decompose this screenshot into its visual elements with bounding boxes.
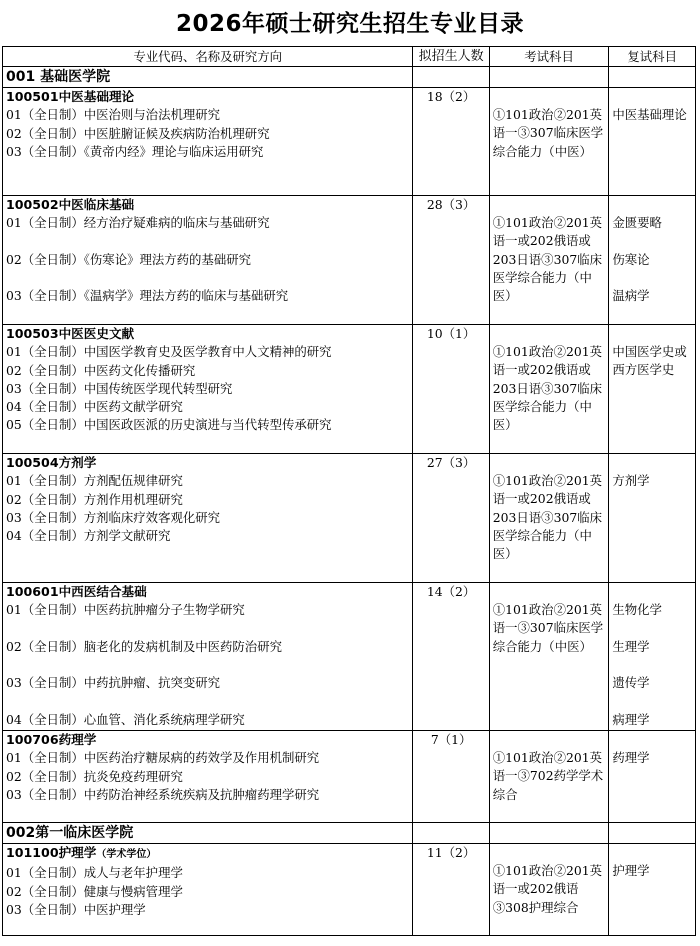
retest-item: 病理学 (612, 711, 650, 727)
direction-item: 02（全日制）《伤寒论》理法方药的基础研究 (6, 251, 251, 267)
direction-item: 02（全日制）抗炎免疫药理研究 (6, 768, 183, 784)
degree-type-note: （学术学位） (96, 849, 157, 860)
exam-subjects: ①101政治②201英语一③307临床医学综合能力（中医） (489, 583, 609, 731)
direction-item: 04（全日制）心血管、消化系统病理学研究 (6, 712, 245, 728)
retest-item: 药理学 (612, 750, 650, 765)
header-retest: 复试科目 (609, 47, 696, 67)
header-exam: 考试科目 (489, 47, 609, 67)
enrollment-count: 7（1） (413, 731, 489, 823)
direction-item: 03（全日制）《黄帝内经》理论与临床运用研究 (6, 143, 264, 159)
major-row (3, 844, 696, 936)
major-row (3, 325, 696, 454)
retest-item: 遗传学 (612, 675, 650, 691)
retest-item: 生理学 (612, 638, 650, 654)
retest-item: 中国医学史或西方医学史 (612, 344, 687, 378)
direction-item: 03（全日制）中医护理学 (6, 901, 146, 917)
major-row (3, 88, 696, 196)
direction-item: 01（全日制）中医治则与治法机理研究 (6, 107, 221, 123)
retest-subjects (609, 583, 696, 731)
retest-item: 伤寒论 (612, 251, 650, 267)
catalog-table (2, 46, 696, 936)
school-row (3, 67, 696, 88)
table-header-row (3, 47, 696, 67)
page-title: 2026年硕士研究生招生专业目录 (175, 11, 524, 37)
direction-item: 01（全日制）成人与老年护理学 (6, 865, 183, 881)
direction-item: 02（全日制）中医药文化传播研究 (6, 362, 196, 378)
direction-item: 01（全日制）中医药抗肿瘤分子生物学研究 (6, 602, 245, 618)
major-row (3, 196, 696, 325)
direction-item: 03（全日制）《温病学》理法方药的临床与基础研究 (6, 288, 289, 304)
enrollment-count: 10（1） (413, 325, 489, 454)
direction-item: 03（全日制）中国传统医学现代转型研究 (6, 380, 233, 396)
direction-item: 05（全日制）中国医政医派的历史演进与当代转型传承研究 (6, 417, 332, 433)
retest-item: 金匮要略 (612, 215, 662, 230)
exam-subjects: ①101政治②201英语一或202俄语或203日语③307临床医学综合能力（中医） (489, 325, 609, 454)
retest-item: 方剂学 (612, 473, 650, 488)
school-row (3, 823, 696, 844)
exam-subjects: ①101政治②201英语一③702药学学术综合 (489, 731, 609, 823)
exam-subjects: ①101政治②201英语一或202俄语③308护理综合 (489, 844, 609, 936)
enrollment-count: 18（2） (413, 88, 489, 196)
header-major: 专业代码、名称及研究方向 (3, 47, 413, 67)
major-row (3, 454, 696, 583)
enrollment-count: 27（3） (413, 454, 489, 583)
school-label: 001 基础医学院 (6, 69, 111, 85)
enrollment-count: 28（3） (413, 196, 489, 325)
major-code-name: 100502中医临床基础 (6, 197, 135, 212)
school-label: 002第一临床医学院 (6, 825, 134, 841)
direction-item: 03（全日制）方剂临床疗效客观化研究 (6, 509, 221, 525)
direction-item: 01（全日制）中医药治疗糖尿病的药效学及作用机制研究 (6, 750, 320, 766)
direction-item: 04（全日制）方剂学文献研究 (6, 528, 171, 544)
retest-subjects (609, 454, 696, 583)
retest-item: 温病学 (612, 288, 650, 304)
exam-subjects: ①101政治②201英语一或202俄语或203日语③307临床医学综合能力（中医） (489, 196, 609, 325)
major-row (3, 731, 696, 823)
exam-subjects: ①101政治②201英语一或202俄语或203日语③307临床医学综合能力（中医） (489, 454, 609, 583)
retest-item: 护理学 (612, 863, 650, 878)
direction-item: 03（全日制）中药防治神经系统疾病及抗肿瘤药理学研究 (6, 786, 320, 802)
major-code-name: 100501中医基础理论 (6, 89, 135, 104)
major-code-name (6, 844, 409, 864)
direction-item: 01（全日制）经方治疗疑难病的临床与基础研究 (6, 215, 270, 231)
major-row (3, 583, 696, 731)
direction-item: 01（全日制）方剂配伍规律研究 (6, 473, 183, 489)
major-code-name: 100503中医医史文献 (6, 326, 135, 341)
retest-subjects (609, 88, 696, 196)
direction-item: 03（全日制）中药抗肿瘤、抗突变研究 (6, 675, 221, 691)
direction-item: 04（全日制）中医药文献学研究 (6, 399, 183, 415)
retest-subjects (609, 844, 696, 936)
enrollment-count: 11（2） (413, 844, 489, 936)
major-code-name: 100504方剂学 (6, 455, 97, 470)
direction-item: 02（全日制）中医脏腑证候及疾病防治机理研究 (6, 125, 270, 141)
enrollment-count: 14（2） (413, 583, 489, 731)
major-code-text: 101100护理学 (6, 845, 97, 860)
retest-subjects (609, 325, 696, 454)
header-enrollment: 拟招生人数 (413, 47, 489, 67)
direction-item: 02（全日制）脑老化的发病机制及中医药防治研究 (6, 638, 282, 654)
retest-item: 中医基础理论 (612, 107, 687, 122)
direction-item: 02（全日制）健康与慢病管理学 (6, 883, 183, 899)
major-code-name: 100706药理学 (6, 732, 97, 747)
direction-item: 02（全日制）方剂作用机理研究 (6, 491, 183, 507)
major-code-name: 100601中西医结合基础 (6, 584, 147, 599)
retest-subjects (609, 731, 696, 823)
retest-item: 生物化学 (612, 602, 662, 617)
retest-subjects (609, 196, 696, 325)
exam-subjects: ①101政治②201英语一③307临床医学综合能力（中医） (489, 88, 609, 196)
direction-item: 01（全日制）中国医学教育史及医学教育中人文精神的研究 (6, 344, 332, 360)
